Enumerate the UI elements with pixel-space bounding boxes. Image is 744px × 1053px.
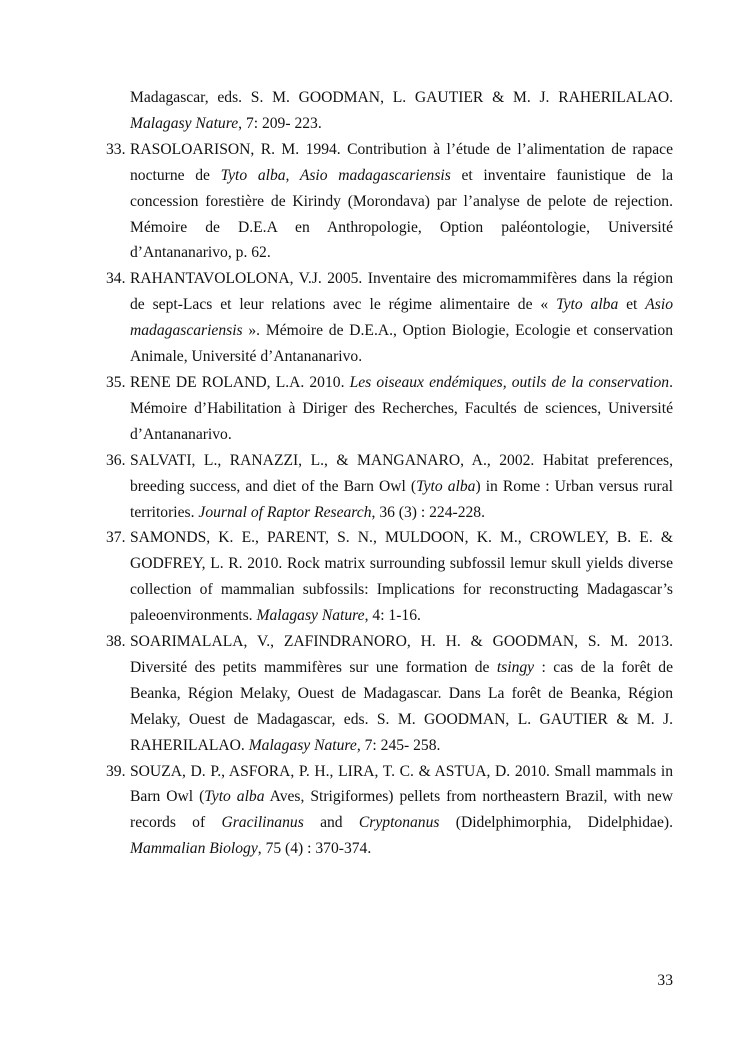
italic-text: Tyto alba — [556, 296, 619, 314]
reference-entry — [106, 85, 673, 137]
reference-text: (Didelphimorphia, Didelphidae). — [439, 814, 673, 832]
reference-text: ) in Rome : Urban versus rural territories. — [130, 477, 674, 521]
reference-text: SOUZA, D. P., ASFORA, P. H., LIRA, T. C. & ASTUA, D. 2010. Small mammals in Barn Owl ( — [130, 762, 673, 806]
italic-text: Gracilinanus — [221, 814, 304, 832]
reference-text: SAMONDS, K. E., PARENT, S. N., MULDOON, K. M., CROWLEY, B. E. & GODFREY, L. R. 2010. Rock matrix surrounding subfossil lemur skull yields diverse collection of mammalian subfossils: Implications for reconstructing Madagascar’s paleoenvironments. — [130, 529, 673, 625]
reference-text: ». Mémoire de D.E.A., Option Biologie, Ecologie et conservation Animale, Université d’Antananarivo. — [130, 322, 673, 366]
reference-number: 35. — [106, 373, 126, 391]
italic-text: Asio madagascariensis — [130, 296, 673, 340]
italic-text: Malagasy Nature — [248, 736, 357, 754]
reference-text: , 36 (3) : 224-228. — [371, 503, 485, 521]
reference-text: SALVATI, L., RANAZZI, L., & MANGANARO, A., 2002. Habitat preferences, breeding success, and diet of the Barn Owl ( — [130, 451, 673, 495]
reference-entry — [106, 629, 673, 759]
reference-text: RASOLOARISON, R. M. 1994. Contribution à l’étude de l’alimentation de rapace nocturne de — [130, 140, 673, 184]
reference-entry — [106, 525, 673, 629]
reference-entry — [106, 370, 673, 448]
reference-text: . Mémoire d’Habilitation à Diriger des Recherches, Facultés de sciences, Université d’Antananarivo. — [130, 373, 673, 443]
italic-text: Tyto alba — [204, 788, 265, 806]
reference-number: 33. — [106, 140, 126, 158]
italic-text: tsingy — [496, 658, 535, 676]
reference-entry — [106, 266, 673, 370]
reference-text: Aves, Strigiformes) pellets from northeastern Brazil, with new records of — [130, 788, 673, 832]
reference-text: RAHANTAVOLOLONA, V.J. 2005. Inventaire des micromammifères dans la région de sept-Lacs et leur relations avec le régime alimentaire de « — [130, 270, 673, 314]
reference-number: 37. — [106, 529, 126, 547]
reference-entry — [106, 137, 673, 267]
italic-text: Tyto alba — [416, 477, 476, 495]
italic-text: Cryptonanus — [358, 814, 440, 832]
reference-text: RENE DE ROLAND, L.A. 2010. — [130, 373, 350, 391]
reference-number: 34. — [106, 270, 126, 288]
reference-text: : cas de la forêt de Beanka, Région Melaky, Ouest de Madagascar. Dans La forêt de Beanka, Région Melaky, Ouest de Madagascar, eds. S. M. GOODMAN, L. GAUTIER & M. J. RAHERILALAO. — [130, 658, 674, 754]
reference-number: 36. — [106, 451, 126, 469]
reference-entry — [106, 448, 673, 526]
reference-text: , 75 (4) : 370-374. — [257, 840, 372, 858]
italic-text: Les oiseaux endémiques, outils de la conservation — [349, 373, 670, 391]
reference-text: SOARIMALALA, V., ZAFINDRANORO, H. H. & GOODMAN, S. M. 2013. Diversité des petits mammifères sur une formation de — [130, 633, 673, 676]
reference-text: , 7: 245- 258. — [356, 736, 441, 754]
italic-text: Tyto alba, Asio madagascariensis — [220, 166, 451, 184]
reference-number: 38. — [106, 633, 126, 651]
italic-text: Malagasy Nature — [130, 114, 239, 132]
reference-text: and — [303, 814, 359, 832]
italic-text: Malagasy Nature — [256, 607, 365, 625]
reference-entry — [106, 759, 673, 863]
reference-text: , 7: 209- 223. — [238, 114, 322, 132]
italic-text: Journal of Raptor Research — [198, 503, 372, 521]
italic-text: Mammalian Biology — [130, 840, 258, 858]
reference-number: 39. — [106, 762, 126, 780]
reference-text: et inventaire faunistique de la concession forestière de Kirindy (Morondava) par l’analyse de pelote de rejection. Mémoire de D.E.A en Anthropologie, Option paléontologie, Université d’Antananarivo, p. 62. — [130, 166, 673, 262]
reference-list — [106, 85, 673, 862]
reference-text: et — [618, 296, 646, 314]
reference-text: , 4: 1-16. — [364, 607, 421, 625]
reference-text: Madagascar, eds. S. M. GOODMAN, L. GAUTIER & M. J. RAHERILALAO. — [130, 89, 673, 106]
page-number: 33 — [657, 972, 673, 989]
